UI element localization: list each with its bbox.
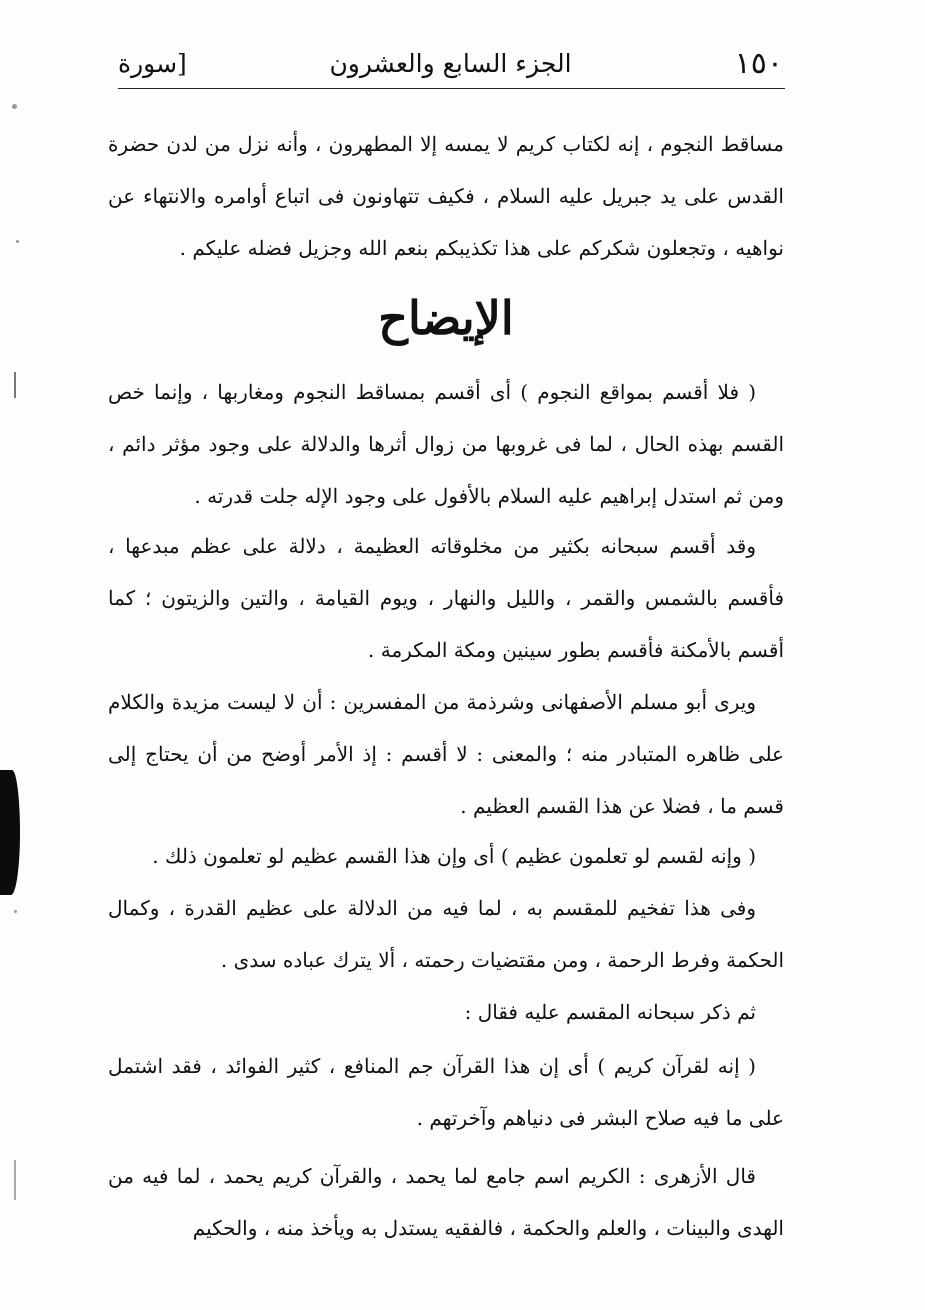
speck bbox=[16, 240, 19, 243]
running-header bbox=[118, 40, 783, 88]
surah-label: [سورة bbox=[118, 49, 187, 78]
margin-mark bbox=[14, 372, 16, 398]
speck bbox=[14, 910, 17, 913]
speck bbox=[12, 104, 17, 109]
paragraph-oath-subject: ثم ذكر سبحانه المقسم عليه فقال : bbox=[464, 1000, 756, 1024]
paragraph-noble-quran: ( إنه لقرآن كريم ) أى إن هذا القرآن جم المنافع ، كثير الفوائد ، فقد اشتمل على ما فيه صلاح البشر فى دنياهم وآخرتهم . bbox=[108, 1054, 784, 1130]
section-heading: الإيضاح bbox=[378, 291, 514, 345]
paragraph-oaths-creation: وقد أقسم سبحانه بكثير من مخلوقاته العظيمة ، دلالة على عظم مبدعها ، فأقسم بالشمس والقمر ، والليل والنهار ، ويوم القيامة ، والتين والزيتون ؛ كما أقسم بالأمكنة فأقسم بطور سينين ومكة المكرمة . bbox=[108, 534, 784, 662]
ink-blot bbox=[0, 770, 20, 895]
margin-mark bbox=[14, 1160, 16, 1200]
paragraph-oath-stars: ( فلا أقسم بمواقع النجوم ) أى أقسم بمساقط النجوم ومغاربها ، وإنما خص القسم بهذه الحال ، لما فى غروبها من زوال أثرها والدلالة على وجود مؤثر دائم ، ومن ثم استدل إبراهيم عليه السلام بالأفول على وجود الإله جلت قدرته . bbox=[108, 380, 784, 508]
paragraph-summary: مساقط النجوم ، إنه لكتاب كريم لا يمسه إلا المطهرون ، وأنه نزل من لدن حضرة القدس على يد جبريل عليه السلام ، فكيف تتهاونون فى اتباع أوامره والانتهاء عن نواهيه ، وتجعلون شكركم على هذا تكذيبكم بنعم الله وجزيل فضله عليكم . bbox=[108, 132, 784, 260]
paragraph-great-oath: ( وإنه لقسم لو تعلمون عظيم ) أى وإن هذا القسم عظيم لو تعلمون ذلك . bbox=[152, 844, 756, 868]
paragraph-azhari: قال الأزهرى : الكريم اسم جامع لما يحمد ، والقرآن كريم يحمد ، لما فيه من الهدى والبينات ، والعلم والحكمة ، فالفقيه يستدل به ويأخذ منه ، والحكيم bbox=[108, 1164, 784, 1240]
part-title: الجزء السابع والعشرون bbox=[329, 49, 572, 78]
paragraph-abu-muslim: ويرى أبو مسلم الأصفهانى وشرذمة من المفسرين : أن لا ليست مزيدة والكلام على ظاهره المتبادر منه ؛ والمعنى : لا أقسم : إذ الأمر أوضح من أن يحتاج إلى قسم ما ، فضلا عن هذا القسم العظيم . bbox=[108, 690, 784, 818]
header-rule bbox=[118, 88, 785, 89]
paragraph-glorification: وفى هذا تفخيم للمقسم به ، لما فيه من الدلالة على عظيم القدرة ، وكمال الحكمة وفرط الرحمة ، ومن مقتضيات رحمته ، ألا يترك عباده سدى . bbox=[108, 896, 784, 972]
page-number: ١٥٠ bbox=[734, 46, 783, 81]
